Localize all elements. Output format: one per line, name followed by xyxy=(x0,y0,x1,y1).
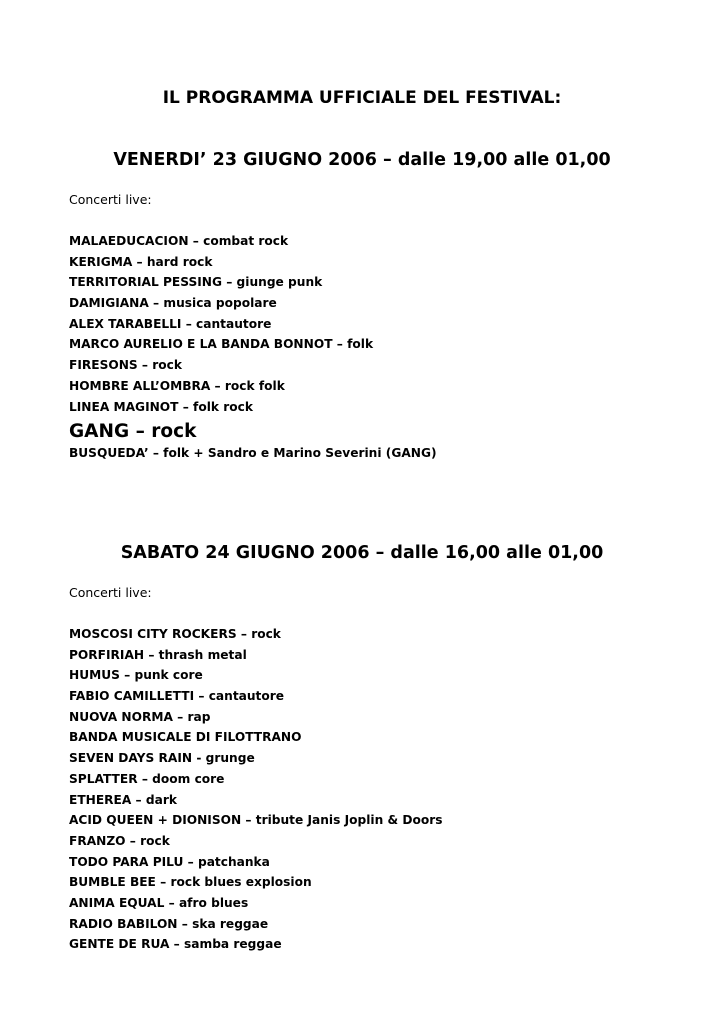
band-list-item: HUMUS – punk core xyxy=(69,668,203,683)
band-list-item: TODO PARA PILU – patchanka xyxy=(69,854,270,869)
band-list-friday xyxy=(69,231,437,464)
band-list-item: GENTE DE RUA – samba reggae xyxy=(69,937,282,952)
band-list-item: ACID QUEEN + DIONISON – tribute Janis Joplin & Doors xyxy=(69,813,443,828)
band-list-item: GANG – rock xyxy=(69,421,197,443)
band-list-item: FABIO CAMILLETTI – cantautore xyxy=(69,689,285,704)
band-list-saturday xyxy=(69,624,443,955)
band-list-item: MARCO AURELIO E LA BANDA BONNOT – folk xyxy=(69,337,374,352)
concerts-subtitle: Concerti live: xyxy=(69,585,152,600)
concerts-subtitle: Concerti live: xyxy=(69,192,152,207)
band-list-item: PORFIRIAH – thrash metal xyxy=(69,647,247,662)
band-list-item: ALEX TARABELLI – cantautore xyxy=(69,316,272,331)
band-list-item: SPLATTER – doom core xyxy=(69,771,225,786)
band-list-item: BUSQUEDA’ – folk + Sandro e Marino Severini (GANG) xyxy=(69,446,437,461)
band-list-item: FRANZO – rock xyxy=(69,833,170,848)
band-list-item: DAMIGIANA – musica popolare xyxy=(69,296,277,311)
band-list-item: MOSCOSI CITY ROCKERS – rock xyxy=(69,627,281,641)
band-list-item: FIRESONS – rock xyxy=(69,358,182,373)
band-list-item: NUOVA NORMA – rap xyxy=(69,709,211,724)
document-title: IL PROGRAMMA UFFICIALE DEL FESTIVAL: xyxy=(162,88,562,108)
band-list-item: MALAEDUCACION – combat rock xyxy=(69,234,289,248)
band-list-item: HOMBRE ALL’OMBRA – rock folk xyxy=(69,378,285,393)
band-list-item: BUMBLE BEE – rock blues explosion xyxy=(69,875,312,890)
band-list-item: BANDA MUSICALE DI FILOTTRANO xyxy=(69,730,302,745)
band-list-item: ETHEREA – dark xyxy=(69,792,177,807)
band-list-item: RADIO BABILON – ska reggae xyxy=(69,916,269,931)
day-heading-saturday: SABATO 24 GIUGNO 2006 – dalle 16,00 alle 01,00 xyxy=(120,543,604,563)
band-list-item: TERRITORIAL PESSING – giunge punk xyxy=(69,275,323,290)
day-heading-friday: VENERDI’ 23 GIUGNO 2006 – dalle 19,00 alle 01,00 xyxy=(113,150,611,170)
band-list-item: LINEA MAGINOT – folk rock xyxy=(69,399,253,414)
band-list-item: KERIGMA – hard rock xyxy=(69,254,213,269)
band-list-item: ANIMA EQUAL – afro blues xyxy=(69,895,249,910)
band-list-item: SEVEN DAYS RAIN - grunge xyxy=(69,751,255,766)
